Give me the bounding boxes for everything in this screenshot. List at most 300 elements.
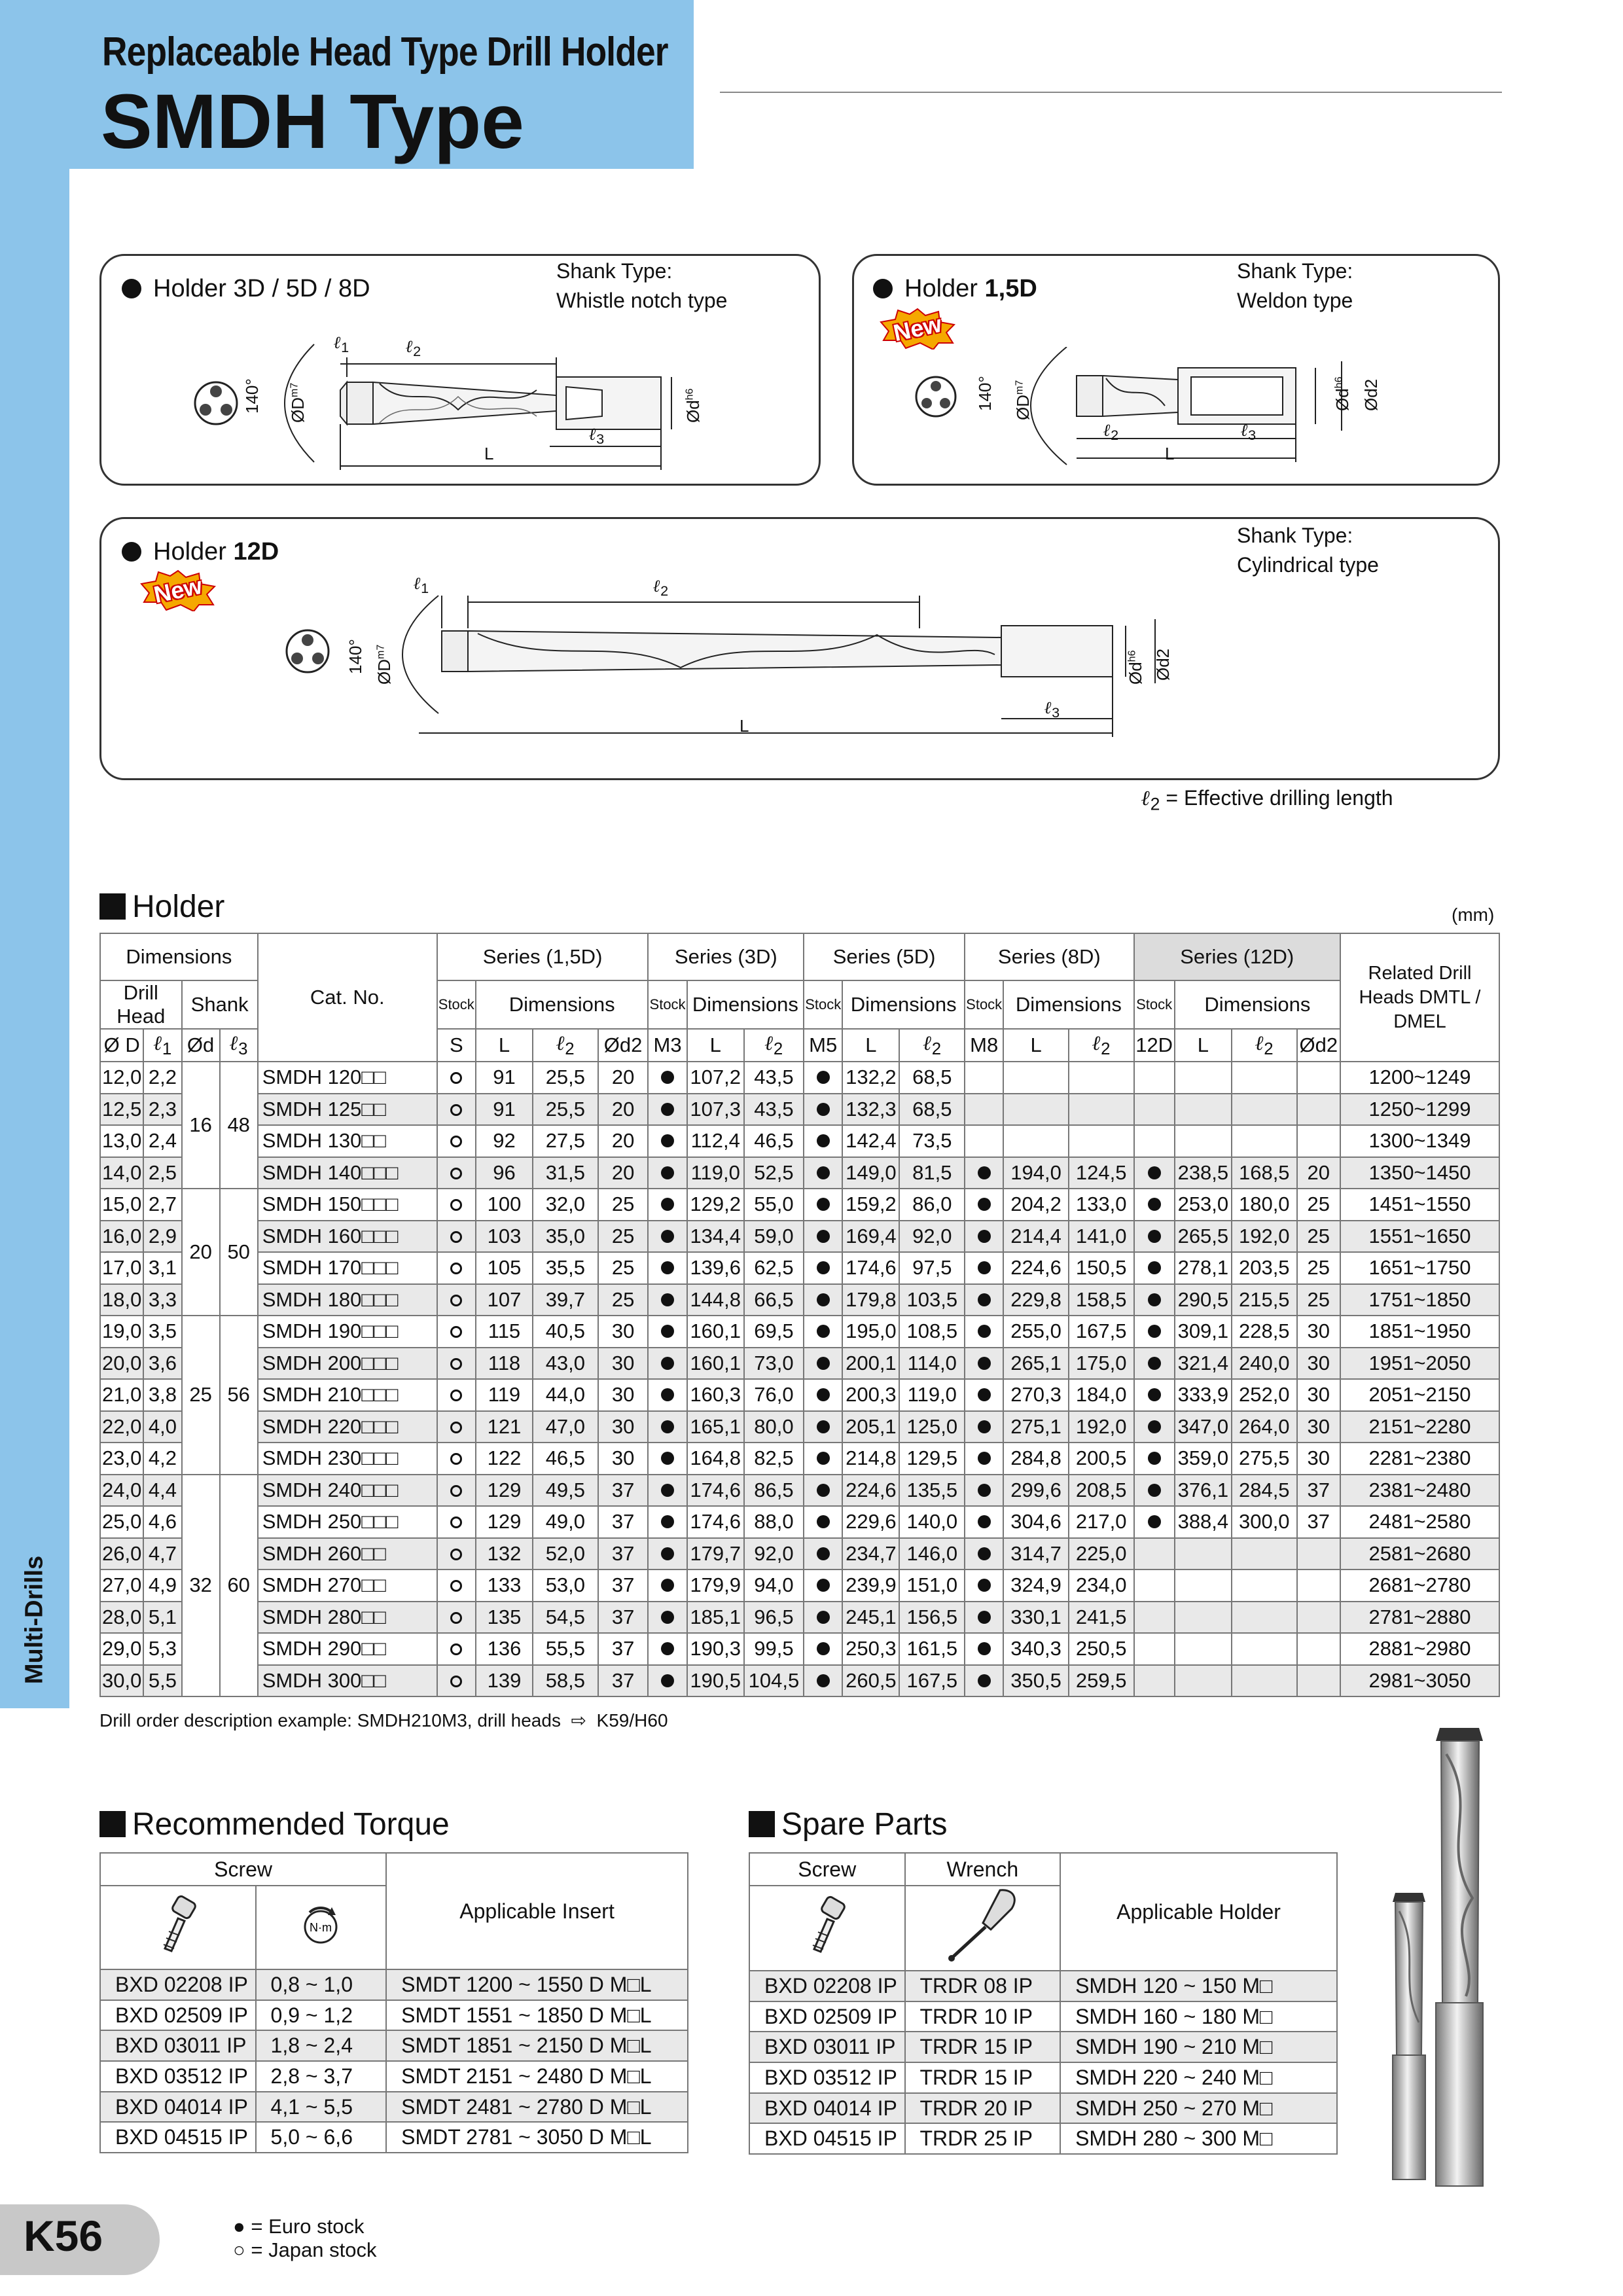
- d-label-2: $Ød^{h6}$: [1332, 376, 1352, 411]
- cell-l2: 156,5: [899, 1602, 965, 1634]
- cell-related: 2581~2680: [1340, 1538, 1499, 1570]
- table-row: [749, 2123, 1337, 2154]
- cell-related: 2981~3050: [1340, 1665, 1499, 1697]
- code-S: S: [437, 1029, 476, 1062]
- stock-8d: [965, 1570, 1003, 1602]
- cell-l2: 73,5: [899, 1125, 965, 1157]
- filled-circle-icon: [661, 1134, 674, 1147]
- filled-circle-icon: [661, 1642, 674, 1655]
- filled-circle-icon: [1148, 1198, 1161, 1211]
- catno-boxes: □□□: [361, 1446, 399, 1470]
- cell-L: 92: [476, 1125, 533, 1157]
- catno-text: SMDH 300: [262, 1668, 362, 1692]
- cell-l2: 241,5: [1069, 1602, 1134, 1634]
- cell-screw: BXD 02208 IP: [749, 1971, 905, 2001]
- table-row: [100, 1348, 1499, 1380]
- open-circle-icon: [450, 1612, 462, 1624]
- bullet-icon: [122, 279, 141, 298]
- cell-l2: 86,0: [899, 1189, 965, 1221]
- cell-L: [1175, 1570, 1232, 1602]
- cell-d2: 37: [598, 1506, 649, 1538]
- L-label-3: L: [740, 716, 749, 736]
- cell-l2: 203,5: [1232, 1252, 1297, 1284]
- cell-L: 238,5: [1175, 1157, 1232, 1189]
- torque-table-body: [100, 1969, 688, 2153]
- cell-L: 142,4: [842, 1125, 899, 1157]
- new-badge-2: New: [140, 569, 216, 611]
- cell-d2: 37: [598, 1665, 649, 1697]
- l3-label-2: ℓ$_3$: [1241, 421, 1257, 444]
- filled-circle-icon: [661, 1484, 674, 1497]
- cell-D: 17,0: [100, 1252, 143, 1284]
- stock-12d: [1134, 1602, 1175, 1634]
- stock-15d: [437, 1602, 476, 1634]
- cell-l2: 284,5: [1232, 1475, 1297, 1507]
- cell-D: 20,0: [100, 1348, 143, 1380]
- cell-l1: 5,5: [143, 1665, 181, 1697]
- cell-l2: 66,5: [744, 1284, 804, 1316]
- series-12d-header: Series (12D): [1134, 933, 1340, 980]
- filled-circle-icon: [661, 1293, 674, 1306]
- stock-12d: [1134, 1062, 1175, 1094]
- cell-catno: [258, 1348, 437, 1380]
- stock-3d: [648, 1475, 687, 1507]
- cell-holder: SMDH 120 ~ 150 M□: [1060, 1971, 1337, 2001]
- cell-related: 2281~2380: [1340, 1443, 1499, 1475]
- cell-L: 174,6: [687, 1506, 744, 1538]
- page-subtitle: Replaceable Head Type Drill Holder: [102, 29, 668, 75]
- cell-shank-l3: 50: [220, 1189, 258, 1316]
- cell-D: 29,0: [100, 1633, 143, 1665]
- cell-l2: 168,5: [1232, 1157, 1297, 1189]
- l3-label-3: ℓ$_3$: [1044, 698, 1060, 721]
- stock-15d: [437, 1443, 476, 1475]
- cell-L: 195,0: [842, 1316, 899, 1348]
- cell-l2: 140,0: [899, 1506, 965, 1538]
- code-M5: M5: [804, 1029, 842, 1062]
- filled-circle-icon: [817, 1198, 830, 1211]
- stock-5d: [804, 1506, 842, 1538]
- cell-l2: 52,5: [744, 1157, 804, 1189]
- cell-L: 245,1: [842, 1602, 899, 1634]
- stock-12d: [1134, 1633, 1175, 1665]
- open-circle-icon: [450, 1643, 462, 1655]
- legend-euro: ● = Euro stock: [233, 2215, 365, 2238]
- l1-header: ℓ$_1$: [143, 1029, 181, 1062]
- cell-L: 214,8: [842, 1443, 899, 1475]
- cell-l2: [1232, 1602, 1297, 1634]
- page-number: K56: [24, 2212, 103, 2260]
- stock-5d: [804, 1379, 842, 1411]
- cell-L: 290,5: [1175, 1284, 1232, 1316]
- stock-8d: [965, 1475, 1003, 1507]
- wrench-image: [905, 1886, 1061, 1971]
- filled-circle-icon: [978, 1484, 991, 1497]
- filled-circle-icon: [817, 1579, 830, 1592]
- cell-L: 309,1: [1175, 1316, 1232, 1348]
- table-row: [749, 2062, 1337, 2093]
- catno-boxes: □□□: [361, 1287, 399, 1311]
- cell-l2: 40,5: [533, 1316, 598, 1348]
- filled-circle-icon: [661, 1261, 674, 1274]
- shank-header: Shank: [182, 980, 258, 1029]
- table-row: [100, 2061, 688, 2092]
- cell-screw: BXD 04515 IP: [100, 2122, 256, 2153]
- D-header: Ø D: [100, 1029, 143, 1062]
- cell-D: 12,5: [100, 1094, 143, 1126]
- cell-related: 1651~1750: [1340, 1252, 1499, 1284]
- stock-5d: [804, 1252, 842, 1284]
- cell-l1: 5,3: [143, 1633, 181, 1665]
- dims-15d-header: Dimensions: [476, 980, 649, 1029]
- cell-L: 304,6: [1003, 1506, 1069, 1538]
- cell-torque: 0,9 ~ 1,2: [256, 2000, 387, 2031]
- holder-header: Applicable Holder: [1060, 1853, 1337, 1971]
- cell-l2: 94,0: [744, 1570, 804, 1602]
- torque-image: [256, 1886, 387, 1969]
- series-8d-header: Series (8D): [965, 933, 1133, 980]
- cell-l2: [1232, 1125, 1297, 1157]
- cell-L: 185,1: [687, 1602, 744, 1634]
- cell-L: 96: [476, 1157, 533, 1189]
- cell-l2: 192,0: [1232, 1221, 1297, 1253]
- cell-L: 388,4: [1175, 1506, 1232, 1538]
- stock-5d: [804, 1570, 842, 1602]
- cell-d2: 30: [598, 1316, 649, 1348]
- cell-catno: [258, 1062, 437, 1094]
- d-label-3: $Ød^{h6}$: [1126, 650, 1145, 685]
- panel-2-title: Holder 1,5D: [873, 275, 1037, 303]
- catno-boxes: □□: [361, 1605, 386, 1628]
- cell-L: [1175, 1633, 1232, 1665]
- catno-boxes: □□□: [361, 1160, 399, 1184]
- cell-d2: 30: [1297, 1379, 1340, 1411]
- cell-L: 340,3: [1003, 1633, 1069, 1665]
- filled-circle-icon: [661, 1674, 674, 1687]
- cell-D: 22,0: [100, 1411, 143, 1443]
- cell-l2: 192,0: [1069, 1411, 1134, 1443]
- cell-L: 324,9: [1003, 1570, 1069, 1602]
- cell-related: 1250~1299: [1340, 1094, 1499, 1126]
- cell-l2: 264,0: [1232, 1411, 1297, 1443]
- catno-text: SMDH 280: [262, 1605, 362, 1628]
- filled-circle-icon: [978, 1230, 991, 1243]
- cell-L: 118: [476, 1348, 533, 1380]
- cell-L: 255,0: [1003, 1316, 1069, 1348]
- filled-circle-icon: [817, 1515, 830, 1528]
- cell-L: 260,5: [842, 1665, 899, 1697]
- cell-L: 200,3: [842, 1379, 899, 1411]
- cell-l2: 97,5: [899, 1252, 965, 1284]
- cell-L: 121: [476, 1411, 533, 1443]
- stock-15d: [437, 1094, 476, 1126]
- cell-catno: [258, 1284, 437, 1316]
- cell-l2: 54,5: [533, 1602, 598, 1634]
- open-circle-icon: [450, 1263, 462, 1274]
- cell-l2: 151,0: [899, 1570, 965, 1602]
- cell-l2: 69,5: [744, 1316, 804, 1348]
- cell-D: 16,0: [100, 1221, 143, 1253]
- stock-12d: [1134, 1094, 1175, 1126]
- torque-table: [99, 1852, 688, 2153]
- stock-3d: [648, 1570, 687, 1602]
- stock-header: Stock: [1134, 980, 1175, 1029]
- cell-catno: [258, 1189, 437, 1221]
- catno-boxes: □□: [361, 1668, 386, 1692]
- cell-L: 107: [476, 1284, 533, 1316]
- cell-catno: [258, 1157, 437, 1189]
- cell-L: 275,1: [1003, 1411, 1069, 1443]
- l2-header: ℓ$_2$: [533, 1029, 598, 1062]
- cell-l2: 259,5: [1069, 1665, 1134, 1697]
- cell-d2: 25: [598, 1284, 649, 1316]
- open-circle-icon: [450, 1549, 462, 1560]
- insert-header: Applicable Insert: [386, 1853, 688, 1969]
- catno-text: SMDH 230: [262, 1446, 362, 1470]
- cell-catno: [258, 1379, 437, 1411]
- cell-l2: [1232, 1062, 1297, 1094]
- cell-l2: 68,5: [899, 1094, 965, 1126]
- cell-l2: 135,5: [899, 1475, 965, 1507]
- D-label: $ØD^{m7}$: [288, 382, 308, 423]
- cell-d2: 30: [598, 1443, 649, 1475]
- table-row: [100, 1475, 1499, 1507]
- stock-3d: [648, 1538, 687, 1570]
- cell-catno: [258, 1094, 437, 1126]
- cell-l2: 44,0: [533, 1379, 598, 1411]
- stock-5d: [804, 1411, 842, 1443]
- cell-L: 321,4: [1175, 1348, 1232, 1380]
- cell-L: 278,1: [1175, 1252, 1232, 1284]
- cell-l2: 234,0: [1069, 1570, 1134, 1602]
- cell-L: 333,9: [1175, 1379, 1232, 1411]
- cell-L: 224,6: [842, 1475, 899, 1507]
- catno-text: SMDH 160: [262, 1224, 362, 1247]
- stock-15d: [437, 1157, 476, 1189]
- open-circle-icon: [450, 1295, 462, 1306]
- catno-text: SMDH 200: [262, 1351, 362, 1374]
- filled-circle-icon: [1148, 1452, 1161, 1465]
- cell-L: [1175, 1538, 1232, 1570]
- stock-8d: [965, 1252, 1003, 1284]
- stock-12d: [1134, 1379, 1175, 1411]
- stock-5d: [804, 1602, 842, 1634]
- stock-5d: [804, 1316, 842, 1348]
- cell-L: 179,9: [687, 1570, 744, 1602]
- D-label-3: $ØD^{m7}$: [374, 644, 394, 685]
- cell-l1: 3,5: [143, 1316, 181, 1348]
- cell-l1: 4,7: [143, 1538, 181, 1570]
- filled-circle-icon: [661, 1515, 674, 1528]
- cell-d2: [1297, 1062, 1340, 1094]
- catno-text: SMDH 270: [262, 1573, 362, 1597]
- table-row: [100, 1506, 1499, 1538]
- stock-12d: [1134, 1665, 1175, 1697]
- cell-d2: [1297, 1633, 1340, 1665]
- filled-circle-icon: [817, 1261, 830, 1274]
- cell-l2: 167,5: [899, 1665, 965, 1697]
- table-row: [100, 1252, 1499, 1284]
- cell-l2: 27,5: [533, 1125, 598, 1157]
- cell-L: 132,2: [842, 1062, 899, 1094]
- wrench-header: Wrench: [905, 1853, 1061, 1886]
- drill-head-header: Drill Head: [100, 980, 182, 1029]
- catno-boxes: □□□: [361, 1319, 399, 1343]
- cell-related: 2781~2880: [1340, 1602, 1499, 1634]
- cell-l2: 158,5: [1069, 1284, 1134, 1316]
- cell-l2: 99,5: [744, 1633, 804, 1665]
- cell-L: 91: [476, 1094, 533, 1126]
- cell-L: 299,6: [1003, 1475, 1069, 1507]
- catno-boxes: □□: [361, 1129, 386, 1153]
- related-header: Related Drill Heads DMTL / DMEL: [1340, 933, 1499, 1062]
- cell-L: 214,4: [1003, 1221, 1069, 1253]
- panel-1-shank: Shank Type: Whistle notch type: [556, 259, 728, 312]
- series-5d-header: Series (5D): [804, 933, 965, 980]
- cell-related: 2381~2480: [1340, 1475, 1499, 1507]
- table-row: [100, 1411, 1499, 1443]
- cell-l1: 2,5: [143, 1157, 181, 1189]
- cell-l2: 240,0: [1232, 1348, 1297, 1380]
- filled-circle-icon: [1148, 1388, 1161, 1401]
- cell-d2: 37: [598, 1633, 649, 1665]
- filled-circle-icon: [1148, 1325, 1161, 1338]
- cell-d2: 20: [598, 1094, 649, 1126]
- cell-L: 100: [476, 1189, 533, 1221]
- L-header: L: [1003, 1029, 1069, 1062]
- cell-l2: 146,0: [899, 1538, 965, 1570]
- cell-insert: SMDT 1551 ~ 1850 D M□L: [386, 2000, 688, 2031]
- cell-l1: 3,8: [143, 1379, 181, 1411]
- cell-L: 107,3: [687, 1094, 744, 1126]
- catno-boxes: □□□: [361, 1224, 399, 1247]
- cell-screw: BXD 04014 IP: [749, 2093, 905, 2124]
- page-title: SMDH Type: [101, 79, 524, 165]
- cell-d2: 37: [598, 1538, 649, 1570]
- table-row: [100, 1125, 1499, 1157]
- cell-l2: 161,5: [899, 1633, 965, 1665]
- panel-1-title: Holder 3D / 5D / 8D: [122, 275, 370, 303]
- stock-15d: [437, 1538, 476, 1570]
- filled-circle-icon: [978, 1166, 991, 1179]
- panel-3-shank: Shank Type: Cylindrical type: [1237, 524, 1379, 577]
- cell-L: 135: [476, 1602, 533, 1634]
- d2-label-3: Ød2: [1153, 648, 1173, 681]
- cell-l2: 32,0: [533, 1189, 598, 1221]
- cell-L: 253,0: [1175, 1189, 1232, 1221]
- stock-8d: [965, 1157, 1003, 1189]
- cell-l2: 104,5: [744, 1665, 804, 1697]
- open-circle-icon: [450, 1516, 462, 1528]
- stock-12d: [1134, 1316, 1175, 1348]
- cell-L: 265,5: [1175, 1221, 1232, 1253]
- stock-15d: [437, 1379, 476, 1411]
- stock-3d: [648, 1062, 687, 1094]
- cell-L: 204,2: [1003, 1189, 1069, 1221]
- unit-label: (mm): [1452, 905, 1495, 925]
- cell-l2: 80,0: [744, 1411, 804, 1443]
- cell-l2: 76,0: [744, 1379, 804, 1411]
- stock-3d: [648, 1252, 687, 1284]
- cell-L: 229,8: [1003, 1284, 1069, 1316]
- cell-D: 23,0: [100, 1443, 143, 1475]
- cell-d2: 37: [598, 1602, 649, 1634]
- code-12D: 12D: [1134, 1029, 1175, 1062]
- table-row: [100, 1094, 1499, 1126]
- stock-3d: [648, 1157, 687, 1189]
- cell-shank-l3: 60: [220, 1475, 258, 1697]
- cell-l2: 88,0: [744, 1506, 804, 1538]
- dimensions-header: Dimensions: [100, 933, 258, 980]
- product-photo: [1368, 1715, 1538, 2199]
- cell-L: 91: [476, 1062, 533, 1094]
- table-row: [100, 1633, 1499, 1665]
- filled-circle-icon: [978, 1388, 991, 1401]
- filled-circle-icon: [817, 1484, 830, 1497]
- stock-15d: [437, 1252, 476, 1284]
- square-bullet-icon: [99, 1811, 126, 1837]
- l2-header: ℓ$_2$: [1069, 1029, 1134, 1062]
- open-circle-icon: [450, 1485, 462, 1497]
- cell-d2: 37: [598, 1570, 649, 1602]
- cell-L: 136: [476, 1633, 533, 1665]
- cell-L: [1175, 1062, 1232, 1094]
- cell-l2: 125,0: [899, 1411, 965, 1443]
- catno-boxes: □□: [361, 1573, 386, 1597]
- filled-circle-icon: [661, 1198, 674, 1211]
- angle-label-2: 140°: [975, 376, 995, 411]
- filled-circle-icon: [661, 1611, 674, 1624]
- torque-screw-header: Screw: [100, 1853, 386, 1886]
- cell-l1: 3,3: [143, 1284, 181, 1316]
- stock-3d: [648, 1506, 687, 1538]
- cell-l1: 2,7: [143, 1189, 181, 1221]
- filled-circle-icon: [1148, 1166, 1161, 1179]
- cell-d2: 25: [598, 1252, 649, 1284]
- l2-label: ℓ$_2$: [406, 337, 421, 360]
- stock-8d: [965, 1348, 1003, 1380]
- cell-l1: 4,6: [143, 1506, 181, 1538]
- cell-shank-l3: 56: [220, 1316, 258, 1475]
- cell-L: 229,6: [842, 1506, 899, 1538]
- cell-holder: SMDH 190 ~ 210 M□: [1060, 2032, 1337, 2062]
- filled-circle-icon: [1148, 1293, 1161, 1306]
- filled-circle-icon: [978, 1261, 991, 1274]
- stock-5d: [804, 1125, 842, 1157]
- cell-L: 103: [476, 1221, 533, 1253]
- cell-l2: 46,5: [744, 1125, 804, 1157]
- catno-text: SMDH 125: [262, 1097, 362, 1121]
- d-header: Ød: [182, 1029, 220, 1062]
- table-row: [100, 1570, 1499, 1602]
- cell-l2: [1069, 1125, 1134, 1157]
- open-circle-icon: [450, 1326, 462, 1338]
- filled-circle-icon: [1148, 1484, 1161, 1497]
- cell-D: 12,0: [100, 1062, 143, 1094]
- catno-boxes: □□□: [361, 1351, 399, 1374]
- code-M3: M3: [648, 1029, 687, 1062]
- open-circle-icon: ○: [233, 2238, 245, 2261]
- cell-D: 27,0: [100, 1570, 143, 1602]
- filled-circle-icon: [1148, 1230, 1161, 1243]
- table-row: [100, 1316, 1499, 1348]
- spare-parts-table: [749, 1852, 1338, 2155]
- cell-l2: 225,0: [1069, 1538, 1134, 1570]
- stock-header: Stock: [804, 980, 842, 1029]
- cell-related: 1751~1850: [1340, 1284, 1499, 1316]
- L-header: L: [1175, 1029, 1232, 1062]
- open-circle-icon: [450, 1390, 462, 1401]
